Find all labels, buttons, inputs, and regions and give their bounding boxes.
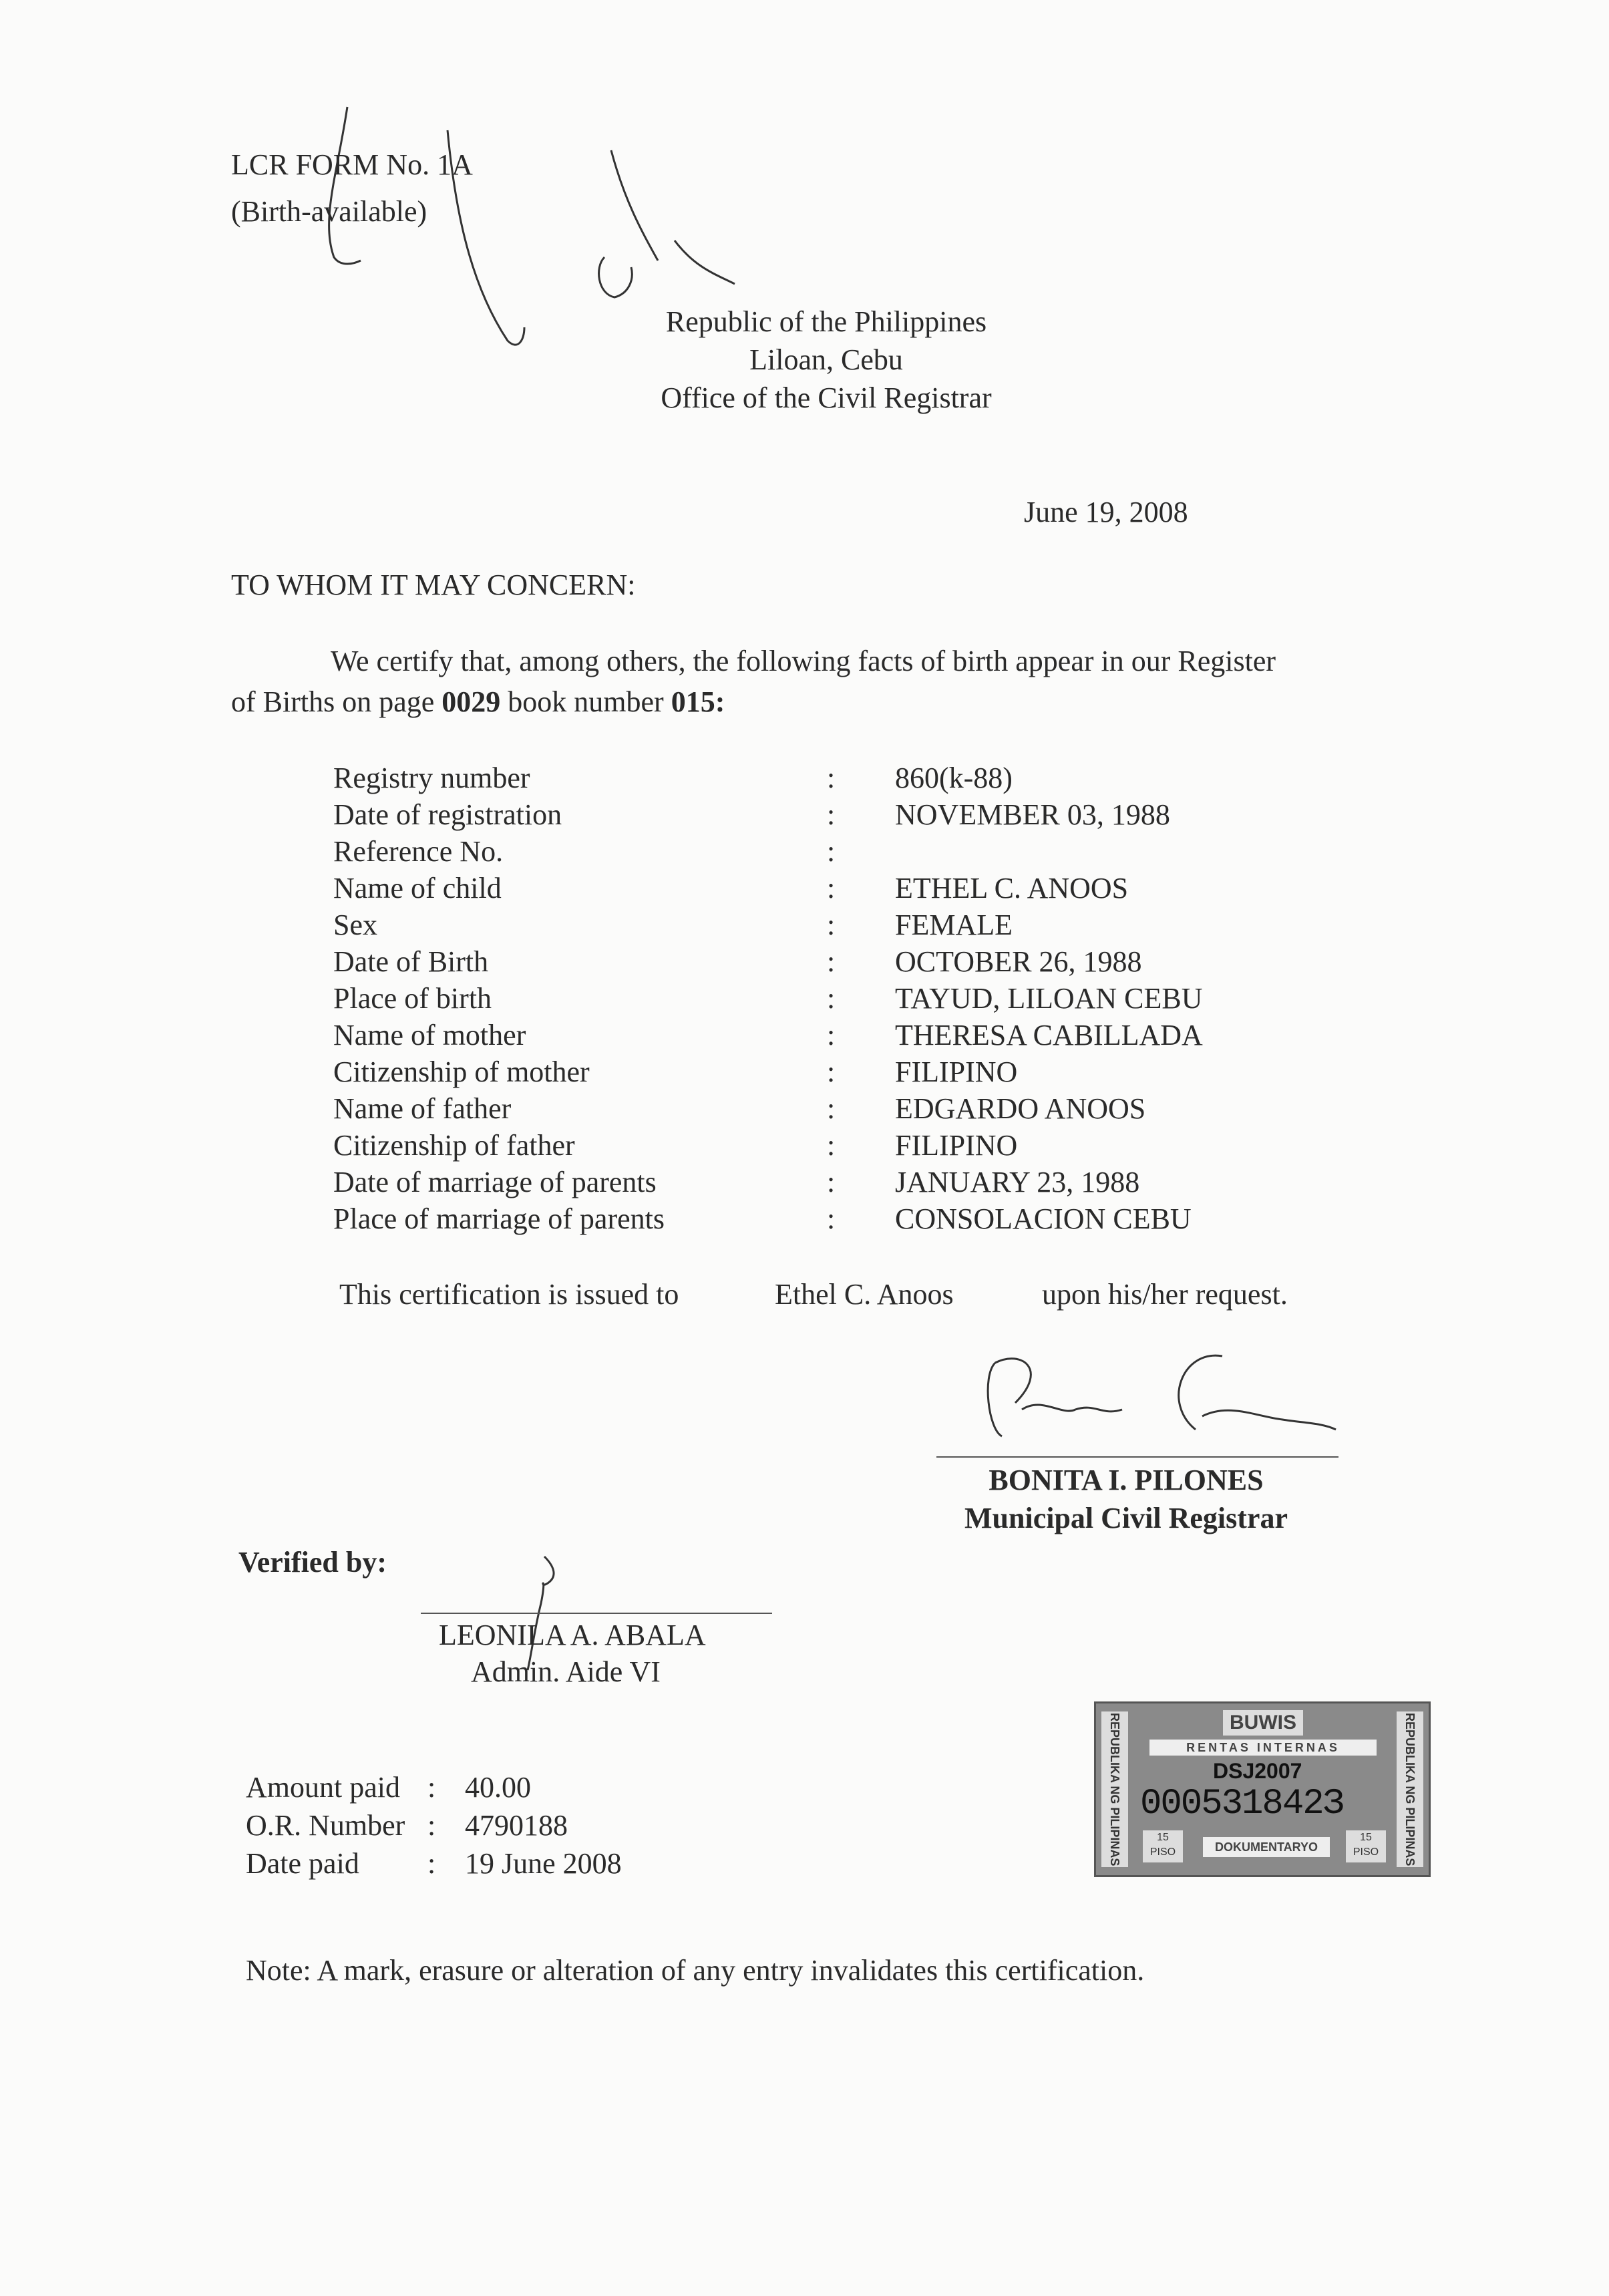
fact-separator: : (827, 1092, 836, 1125)
fact-label: Sex (333, 909, 377, 941)
issued-to-name: Ethel C. Anoos (775, 1278, 954, 1311)
fact-separator: : (827, 1055, 836, 1088)
verifier-title: Admin. Aide VI (471, 1655, 661, 1688)
payment-value: 19 June 2008 (465, 1847, 622, 1880)
fact-separator: : (827, 762, 836, 794)
fact-separator: : (827, 982, 836, 1015)
form-number: LCR FORM No. 1A (231, 148, 473, 181)
fact-row (0, 1057, 1609, 1091)
fact-value: FILIPINO (895, 1055, 1018, 1088)
fact-value: EDGARDO ANOOS (895, 1092, 1146, 1125)
fact-row (0, 800, 1609, 834)
document-date: June 19, 2008 (1024, 496, 1188, 528)
payment-separator: : (427, 1847, 436, 1880)
fact-separator: : (827, 872, 836, 905)
footer-note: Note: A mark, erasure or alteration of any entry invalidates this certification. (246, 1954, 1145, 1987)
payment-value: 4790188 (465, 1809, 568, 1842)
payment-label: O.R. Number (246, 1809, 405, 1842)
documentary-stamp (1094, 1701, 1431, 1877)
fact-label: Date of marriage of parents (333, 1166, 657, 1198)
fact-label: Place of birth (333, 982, 492, 1015)
fact-separator: : (827, 909, 836, 941)
stamp-republika-left: REPUBLIKA NG PILIPINAS (1101, 1711, 1128, 1867)
salutation: TO WHOM IT MAY CONCERN: (231, 568, 636, 601)
fact-separator: : (827, 1166, 836, 1198)
municipality-heading: Liloan, Cebu (749, 343, 903, 376)
payment-label: Amount paid (246, 1771, 400, 1804)
fact-value: CONSOLACION CEBU (895, 1202, 1192, 1235)
fact-separator: : (827, 798, 836, 831)
fact-value: THERESA CABILLADA (895, 1019, 1203, 1051)
stamp-rentas: RENTAS INTERNAS (1149, 1740, 1377, 1756)
payment-separator: : (427, 1771, 436, 1804)
fact-value: ETHEL C. ANOOS (895, 872, 1129, 905)
registrar-signature (988, 1355, 1336, 1436)
fact-label: Name of child (333, 872, 502, 905)
fact-separator: : (827, 1202, 836, 1235)
fact-separator: : (827, 945, 836, 978)
fact-row (0, 911, 1609, 944)
fact-value: FILIPINO (895, 1129, 1018, 1162)
fact-label: Date of Birth (333, 945, 489, 978)
book-number: 015: (671, 685, 725, 718)
fact-row (0, 1131, 1609, 1164)
fact-label: Citizenship of mother (333, 1055, 590, 1088)
fact-value: NOVEMBER 03, 1988 (895, 798, 1170, 831)
stamp-republika-right: REPUBLIKA NG PILIPINAS (1397, 1711, 1423, 1867)
fact-row (0, 947, 1609, 981)
payment-separator: : (427, 1809, 436, 1842)
fact-row (0, 874, 1609, 907)
fact-row (0, 1094, 1609, 1128)
fact-value: OCTOBER 26, 1988 (895, 945, 1142, 978)
fact-value: JANUARY 23, 1988 (895, 1166, 1140, 1198)
fact-row (0, 1168, 1609, 1201)
office-heading: Office of the Civil Registrar (661, 381, 992, 414)
fact-row (0, 1021, 1609, 1054)
stamp-denomination-left: 15 PISO (1143, 1830, 1183, 1862)
intro-line-2: of Births on page 0029 book number 015: (231, 685, 725, 718)
fact-label: Name of father (333, 1092, 512, 1125)
stamp-series: DSJ2007 (1213, 1759, 1302, 1783)
fact-value: 860(k-88) (895, 762, 1013, 794)
fact-separator: : (827, 835, 836, 868)
fact-label: Registry number (333, 762, 530, 794)
registrar-title: Municipal Civil Registrar (964, 1502, 1288, 1534)
fact-label: Citizenship of father (333, 1129, 575, 1162)
payment-value: 40.00 (465, 1771, 531, 1804)
intro-line-1: We certify that, among others, the following facts of birth appear in our Register (331, 645, 1276, 677)
stamp-buwis: BUWIS (1223, 1710, 1303, 1736)
verifier-name: LEONILA A. ABALA (439, 1619, 706, 1651)
fact-label: Reference No. (333, 835, 504, 868)
stamp-serial-number: 000531842З (1140, 1784, 1344, 1824)
fact-row (0, 1204, 1609, 1238)
fact-row (0, 984, 1609, 1017)
fact-separator: : (827, 1129, 836, 1162)
fact-row (0, 837, 1609, 870)
fact-label: Name of mother (333, 1019, 526, 1051)
stamp-denomination-right: 15 PISO (1346, 1830, 1386, 1862)
fact-row (0, 764, 1609, 797)
issued-suffix: upon his/her request. (1042, 1278, 1288, 1311)
issued-prefix: This certification is issued to (339, 1278, 679, 1311)
fact-separator: : (827, 1019, 836, 1051)
registrar-name: BONITA I. PILONES (989, 1464, 1264, 1496)
stamp-dokumentaryo: DOKUMENTARYO (1203, 1837, 1330, 1857)
page-number: 0029 (441, 685, 501, 718)
fact-label: Place of marriage of parents (333, 1202, 665, 1235)
country-heading: Republic of the Philippines (665, 305, 987, 338)
fact-value: TAYUD, LILOAN CEBU (895, 982, 1203, 1015)
form-type: (Birth-available) (231, 195, 427, 228)
fact-label: Date of registration (333, 798, 562, 831)
fact-value: FEMALE (895, 909, 1013, 941)
payment-label: Date paid (246, 1847, 359, 1880)
verified-by-label: Verified by: (238, 1546, 387, 1579)
